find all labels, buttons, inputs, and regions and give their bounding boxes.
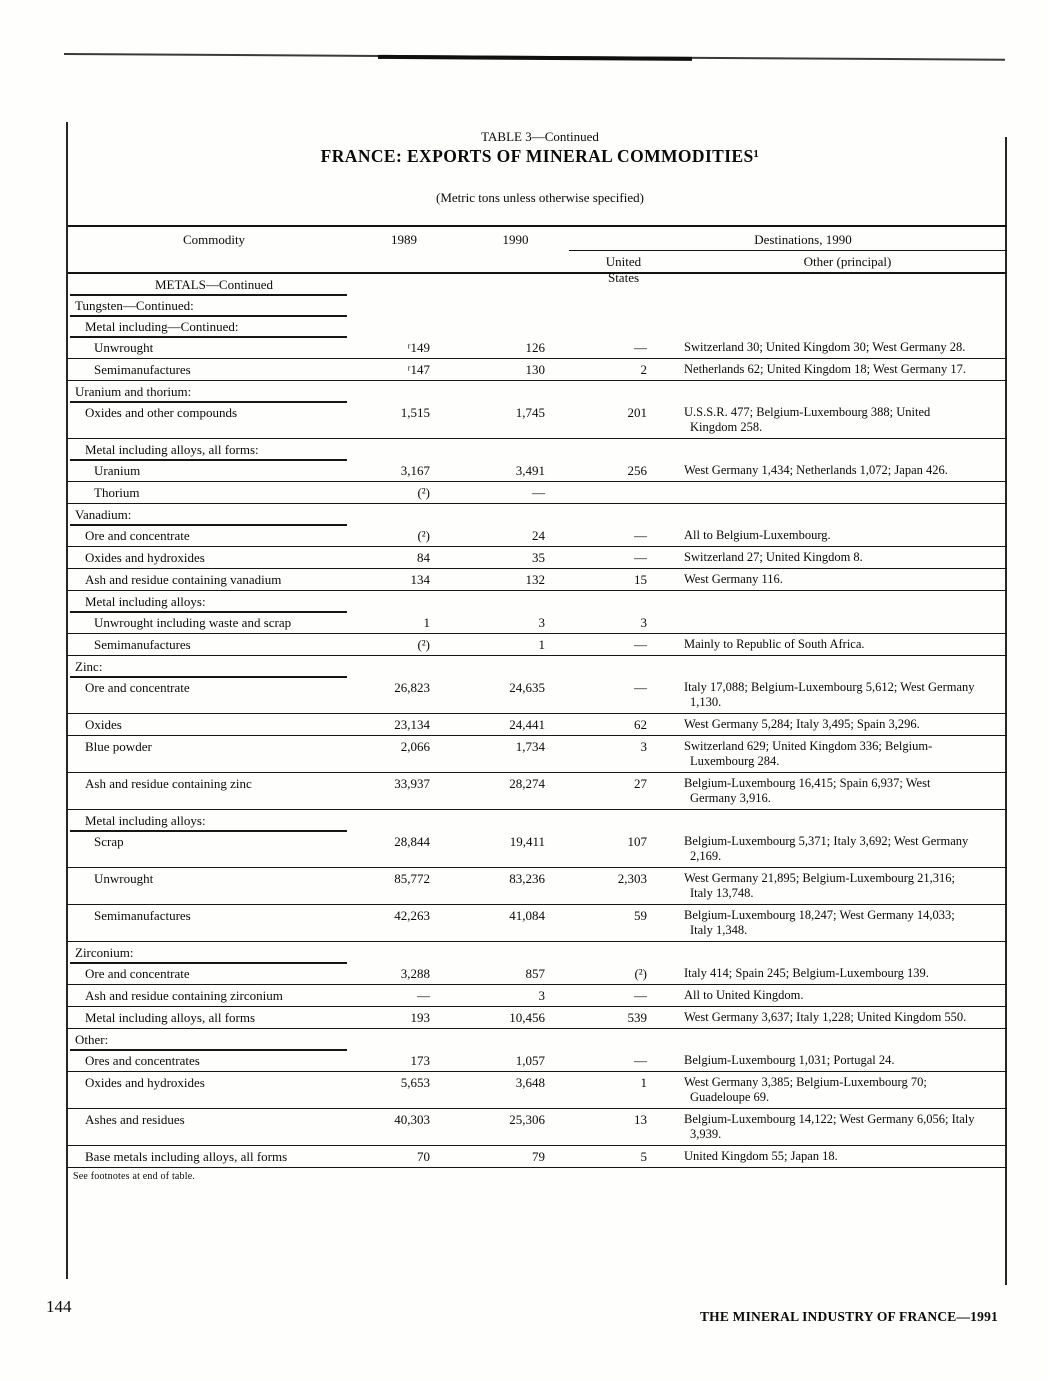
commodity-label: Blue powder [85,739,152,754]
value-1990: 24,635 [509,680,545,695]
table-row [68,337,1007,359]
value-1990: 35 [532,550,545,565]
value-1990: 28,274 [509,776,545,791]
table-row [68,1007,1007,1029]
commodity-label: Metal including alloys, all forms: [85,442,259,457]
value-1990: 130 [525,362,545,377]
value-1990: 857 [525,966,545,981]
table-title-block [68,129,1012,206]
table-body [68,274,1007,1168]
table-title: FRANCE: EXPORTS OF MINERAL COMMODITIES¹ [320,146,760,166]
value-1989: 1 [423,615,430,630]
table-row [68,359,1007,381]
value-united-states: 3 [640,739,647,754]
commodity-label: Oxides and hydroxides [85,550,205,565]
value-destinations-other: Switzerland 30; United Kingdom 30; West Germany 28. [684,340,966,354]
value-destinations-other: Belgium-Luxembourg 14,122; West Germany 6,056; Italy 3,939. [684,1112,975,1141]
value-1989: — [417,988,430,1003]
value-united-states: 256 [627,463,647,478]
commodity-label: Tungsten—Continued: [75,298,194,313]
value-destinations-other: Switzerland 27; United Kingdom 8. [684,550,863,564]
table-row [68,482,1007,504]
value-1989: 5,653 [400,1075,430,1090]
value-1989: 3,167 [400,463,430,478]
table-row [68,547,1007,569]
commodity-label: Vanadium: [75,507,132,522]
value-1990: 19,411 [509,834,545,849]
table-row [68,905,1007,942]
value-united-states: — [634,340,647,355]
value-1989: 173 [410,1053,430,1068]
value-destinations-other: U.S.S.R. 477; Belgium-Luxembourg 388; United Kingdom 258. [684,405,931,434]
commodity-label: Metal including alloys, all forms [85,1010,256,1025]
value-1989: 70 [417,1149,430,1164]
value-1989: 2,066 [400,739,430,754]
table-row [68,569,1007,591]
value-destinations-other: All to Belgium-Luxembourg. [684,528,831,542]
value-destinations-other: All to United Kingdom. [684,988,804,1002]
table-row [68,1146,1007,1168]
value-1989: (²) [417,637,430,652]
value-1989: 28,844 [394,834,430,849]
value-1990: 24,441 [509,717,545,732]
table-row [68,810,1007,831]
commodity-label: Metal including alloys: [85,594,206,609]
value-1989: 33,937 [394,776,430,791]
value-1989: 40,303 [394,1112,430,1127]
table-row [68,942,1007,963]
table-subtitle: (Metric tons unless otherwise specified) [436,190,644,205]
table-row [68,634,1007,656]
value-1990: — [532,485,545,500]
value-united-states: 27 [634,776,647,791]
header-united-states: United States [605,254,642,285]
value-1990: 126 [525,340,545,355]
page-number: 144 [46,1297,72,1316]
table-row [68,460,1007,482]
value-united-states: — [634,637,647,652]
commodity-label: Metal including—Continued: [85,319,239,334]
value-destinations-other: West Germany 1,434; Netherlands 1,072; Japan 426. [684,463,948,477]
value-destinations-other: Belgium-Luxembourg 16,415; Spain 6,937; West Germany 3,916. [684,776,931,805]
value-united-states: 13 [634,1112,647,1127]
commodity-label: Semimanufactures [94,908,191,923]
table-row [68,656,1007,677]
commodity-label: Semimanufactures [94,637,191,652]
table-row [68,1072,1007,1109]
value-1990: 1,057 [515,1053,545,1068]
value-united-states: 59 [634,908,647,923]
commodity-label: Zinc: [75,659,103,674]
table-row [68,736,1007,773]
value-1989: ʳ149 [407,340,430,355]
value-1990: 10,456 [509,1010,545,1025]
value-united-states: 2,303 [617,871,647,886]
exports-table [68,225,1007,1182]
value-destinations-other: Italy 17,088; Belgium-Luxembourg 5,612; West Germany 1,130. [684,680,975,709]
value-united-states: (²) [634,966,647,981]
value-united-states: 107 [627,834,647,849]
value-1989: 134 [410,572,430,587]
commodity-label: Semimanufactures [94,362,191,377]
value-1990: 3 [538,988,545,1003]
value-united-states: 15 [634,572,647,587]
value-1990: 24 [532,528,545,543]
value-united-states: — [634,988,647,1003]
value-1989: 3,288 [400,966,430,981]
commodity-label: Ore and concentrate [85,680,190,695]
value-1989: 42,263 [394,908,430,923]
running-footer: THE MINERAL INDUSTRY OF FRANCE—1991 [699,1309,998,1324]
value-1989: 1,515 [400,405,430,420]
commodity-label: Zirconium: [75,945,134,960]
value-1989: 26,823 [394,680,430,695]
value-destinations-other: West Germany 3,385; Belgium-Luxembourg 70; Guadeloupe 69. [684,1075,927,1104]
header-other-principal: Other (principal) [803,254,892,269]
value-1990: 1,734 [515,739,545,754]
table-row [68,985,1007,1007]
header-1990: 1990 [502,232,529,247]
value-1990: 1,745 [515,405,545,420]
table-row [68,316,1007,337]
value-destinations-other: West Germany 21,895; Belgium-Luxembourg 21,316; Italy 13,748. [684,871,955,900]
table-row [68,963,1007,985]
header-destinations: Destinations, 1990 [569,227,1007,251]
commodity-label: Ashes and residues [85,1112,185,1127]
table-row [68,612,1007,634]
value-destinations-other: West Germany 3,637; Italy 1,228; United Kingdom 550. [684,1010,967,1024]
table-row [68,868,1007,905]
commodity-label: Scrap [94,834,124,849]
table-row [68,1109,1007,1146]
commodity-label: Base metals including alloys, all forms [85,1149,288,1164]
value-united-states: — [634,1053,647,1068]
header-commodity: Commodity [182,232,246,247]
commodity-label: Oxides and other compounds [85,405,238,420]
table-row [68,591,1007,612]
value-destinations-other: Belgium-Luxembourg 5,371; Italy 3,692; West Germany 2,169. [684,834,969,863]
value-1990: 1 [538,637,545,652]
value-1990: 41,084 [509,908,545,923]
value-1990: 3,648 [515,1075,545,1090]
commodity-label: Metal including alloys: [85,813,206,828]
value-united-states: 1 [640,1075,647,1090]
commodity-label: Ores and concentrates [85,1053,200,1068]
value-1990: 83,236 [509,871,545,886]
page-top-rule [64,53,1005,61]
value-1989: 23,134 [394,717,430,732]
value-destinations-other: United Kingdom 55; Japan 18. [684,1149,838,1163]
commodity-label: Ash and residue containing zirconium [85,988,283,1003]
value-united-states: 201 [627,405,647,420]
value-1989: 193 [410,1010,430,1025]
commodity-label: Unwrought including waste and scrap [94,615,292,630]
table-row [68,504,1007,525]
table-row [68,402,1007,439]
value-1989: 84 [417,550,430,565]
value-united-states: — [634,528,647,543]
value-destinations-other: Mainly to Republic of South Africa. [684,637,865,651]
value-1989: (²) [417,528,430,543]
value-1990: 3,491 [515,463,545,478]
commodity-label: Oxides and hydroxides [85,1075,205,1090]
commodity-label: Uranium [94,463,141,478]
value-united-states: 62 [634,717,647,732]
commodity-label: Unwrought [94,340,154,355]
value-1990: 25,306 [509,1112,545,1127]
value-destinations-other: Belgium-Luxembourg 18,247; West Germany 14,033; Italy 1,348. [684,908,955,937]
commodity-label: Ore and concentrate [85,966,190,981]
commodity-label: Thorium [94,485,140,500]
table-row [68,1029,1007,1050]
header-1989: 1989 [391,232,417,247]
value-destinations-other: West Germany 116. [684,572,783,586]
value-destinations-other: Italy 414; Spain 245; Belgium-Luxembourg 139. [684,966,929,980]
table-row [68,1050,1007,1072]
table-row [68,714,1007,736]
top-rule-thick [378,55,692,61]
value-destinations-other: Netherlands 62; United Kingdom 18; West Germany 17. [684,362,967,376]
table-continued-label: TABLE 3—Continued [481,129,599,144]
commodity-label: Ore and concentrate [85,528,190,543]
table-row [68,274,1007,295]
value-destinations-other: Belgium-Luxembourg 1,031; Portugal 24. [684,1053,895,1067]
table-row [68,831,1007,868]
value-united-states: — [634,550,647,565]
value-united-states: 2 [640,362,647,377]
table-row [68,439,1007,460]
commodity-label: Uranium and thorium: [75,384,192,399]
table-row [68,525,1007,547]
value-united-states: 5 [640,1149,647,1164]
value-1989: (²) [417,485,430,500]
value-1990: 79 [532,1149,545,1164]
commodity-label: Other: [75,1032,109,1047]
value-1989: ʳ147 [407,362,430,377]
commodity-label: Unwrought [94,871,154,886]
table-row [68,677,1007,714]
value-united-states: 539 [627,1010,647,1025]
commodity-label: Oxides [85,717,122,732]
value-destinations-other: Switzerland 629; United Kingdom 336; Belgium-Luxembourg 284. [684,739,933,768]
table-footnote: See footnotes at end of table. [73,1171,196,1182]
commodity-label: Ash and residue containing zinc [85,776,252,791]
value-united-states: — [634,680,647,695]
value-1990: 3 [538,615,545,630]
table-row [68,381,1007,402]
value-1990: 132 [525,572,545,587]
value-united-states: 3 [640,615,647,630]
table-row [68,295,1007,316]
table-row [68,773,1007,810]
commodity-label: Ash and residue containing vanadium [85,572,282,587]
value-destinations-other: West Germany 5,284; Italy 3,495; Spain 3,296. [684,717,920,731]
commodity-label: METALS—Continued [154,277,274,292]
value-1989: 85,772 [394,871,430,886]
